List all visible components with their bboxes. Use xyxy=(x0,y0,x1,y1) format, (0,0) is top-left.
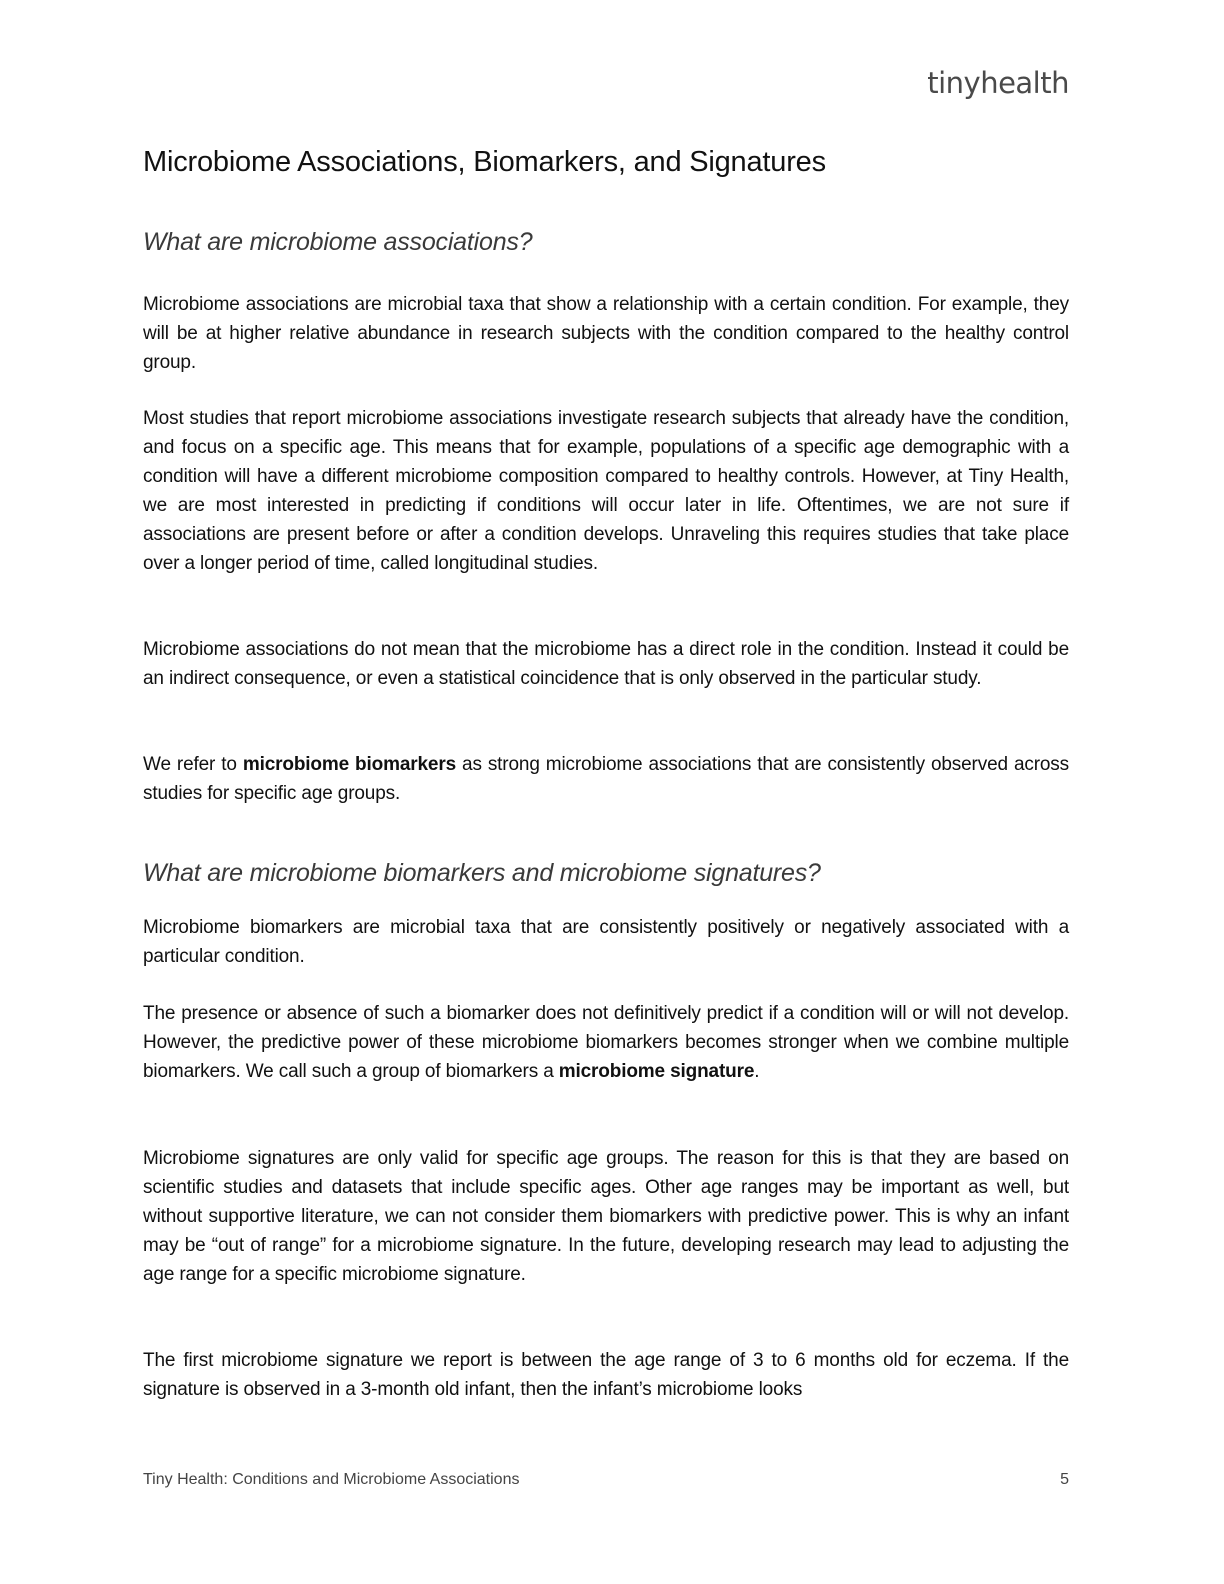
section-heading-associations: What are microbiome associations? xyxy=(143,228,533,256)
text-span: The presence or absence of such a biomarker does not definitively predict if a condition will or will not develop. However, the predictive power of these microbiome biomarkers becomes stronger when we combine multiple biomarkers. We call such a group of biomarkers a xyxy=(143,1003,1069,1082)
paragraph: Microbiome signatures are only valid for specific age groups. The reason for this is that they are based on scientific studies and datasets that include specific ages. Other age ranges may be important as well, but without supportive literature, we can not consider them biomarkers with predictive power. This is why an infant may be “out of range” for a microbiome signature. In the future, developing research may lead to adjusting the age range for a specific microbiome signature. xyxy=(143,1148,1069,1285)
section-heading-biomarkers: What are microbiome biomarkers and microbiome signatures? xyxy=(143,859,821,887)
text-span: as strong microbiome associations that are consistently observed across studies for specific age groups. xyxy=(143,754,1070,804)
paragraph xyxy=(143,750,1069,808)
paragraph: Most studies that report microbiome associations investigate research subjects that already have the condition, and focus on a specific age. This means that for example, populations of a specific age demographic with a condition will have a different microbiome composition compared to healthy controls. However, at Tiny Health, we are most interested in predicting if conditions will occur later in life. Oftentimes, we are not sure if associations are present before or after a condition develops. Unraveling this requires studies that take place over a longer period of time, called longitudinal studies. xyxy=(143,408,1069,574)
footer-title: Tiny Health: Conditions and Microbiome Associations xyxy=(143,1471,520,1488)
text-span: . xyxy=(754,1061,760,1082)
text-span: We refer to xyxy=(143,754,243,775)
paragraph: Microbiome associations are microbial taxa that show a relationship with a certain condition. For example, they will be at higher relative abundance in research subjects with the condition compared to the healthy control group. xyxy=(143,294,1069,373)
paragraph: The first microbiome signature we report is between the age range of 3 to 6 months old for eczema. If the signature is observed in a 3-month old infant, then the infant’s microbiome looks xyxy=(143,1350,1069,1400)
bold-term: microbiome biomarkers xyxy=(242,754,456,775)
paragraph xyxy=(143,999,1069,1086)
page-title: Microbiome Associations, Biomarkers, and Signatures xyxy=(143,146,826,178)
bold-term: microbiome signature xyxy=(558,1061,755,1082)
paragraph: Microbiome associations do not mean that the microbiome has a direct role in the condition. Instead it could be an indirect consequence, or even a statistical coincidence that is only observed in the particular study. xyxy=(143,639,1069,689)
page-number: 5 xyxy=(1060,1471,1069,1488)
paragraph: Microbiome biomarkers are microbial taxa that are consistently positively or negatively associated with a particular condition. xyxy=(143,917,1069,967)
logo: tinyhealth xyxy=(927,66,1069,100)
